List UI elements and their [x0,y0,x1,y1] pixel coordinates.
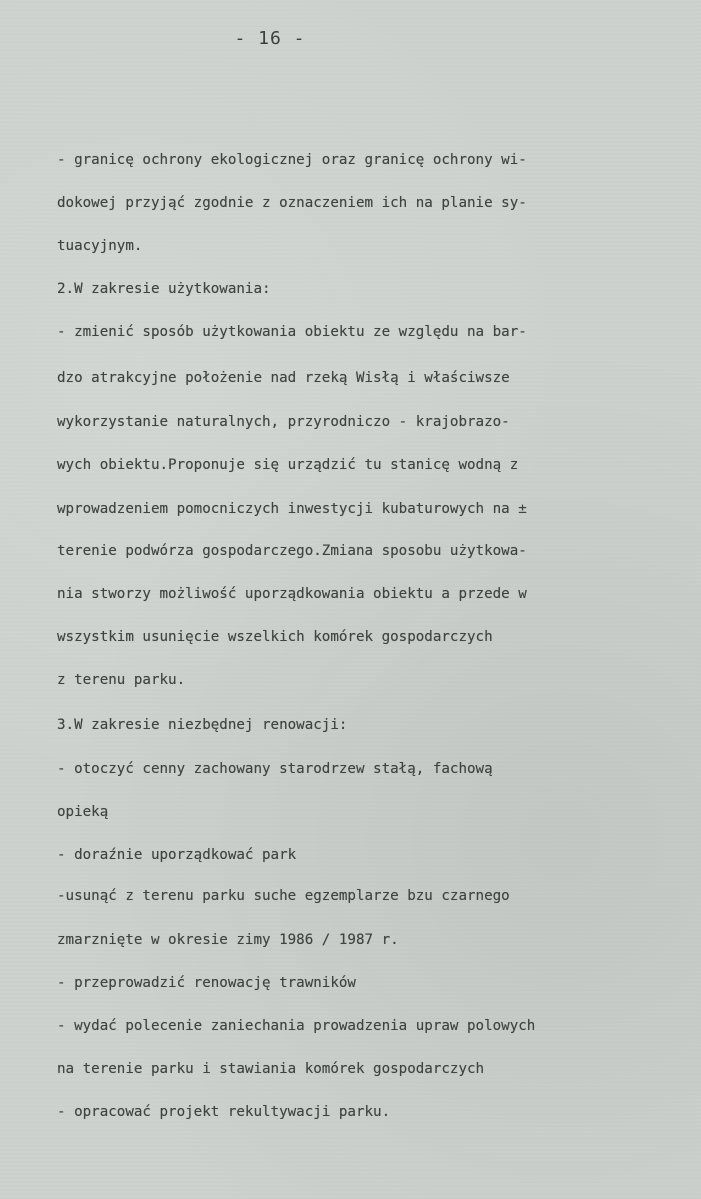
section-heading: 3.W zakresie niezbędnej renowacji: [57,717,348,733]
text-line: z terenu parku. [57,672,186,688]
text-line: - przeprowadzić renowację trawników [57,975,356,991]
text-line: tuacyjnym. [57,238,143,254]
text-line: -usunąć z terenu parku suche egzemplarze bzu czarnego [57,888,510,904]
text-line: nia stworzy możliwość uporządkowania obiektu a przede w [57,586,527,602]
text-line: - wydać polecenie zaniechania prowadzenia upraw polowych [57,1018,536,1034]
text-line: opieką [57,804,109,820]
text-line: dokowej przyjąć zgodnie z oznaczeniem ich na planie sy- [57,195,527,211]
text-line: terenie podwórza gospodarczego.Zmiana sposobu użytkowa- [57,543,527,559]
text-line: - opracować projekt rekultywacji parku. [57,1104,391,1120]
text-line: wszystkim usunięcie wszelkich komórek gospodarczych [57,629,493,645]
text-line: - doraźnie uporządkować park [57,847,297,863]
text-line: dzo atrakcyjne położenie nad rzeką Wisłą i właściwsze [57,370,510,386]
text-line: - granicę ochrony ekologicznej oraz granicę ochrony wi- [57,152,527,168]
text-line: wych obiektu.Proponuje się urządzić tu stanicę wodną z [57,457,519,473]
text-line: na terenie parku i stawiania komórek gospodarczych [57,1061,485,1077]
text-line: wykorzystanie naturalnych, przyrodniczo - krajobrazo- [57,414,510,430]
text-line: wprowadzeniem pomocniczych inwestycji kubaturowych na ± [57,501,527,517]
text-line: - zmienić sposób użytkowania obiektu ze względu na bar- [57,324,527,340]
text-line: - otoczyć cenny zachowany starodrzew stałą, fachową [57,761,493,777]
page-number: - 16 - [234,28,306,49]
text-line: zmarznięte w okresie zimy 1986 / 1987 r. [57,932,399,948]
section-heading: 2.W zakresie użytkowania: [57,281,271,297]
